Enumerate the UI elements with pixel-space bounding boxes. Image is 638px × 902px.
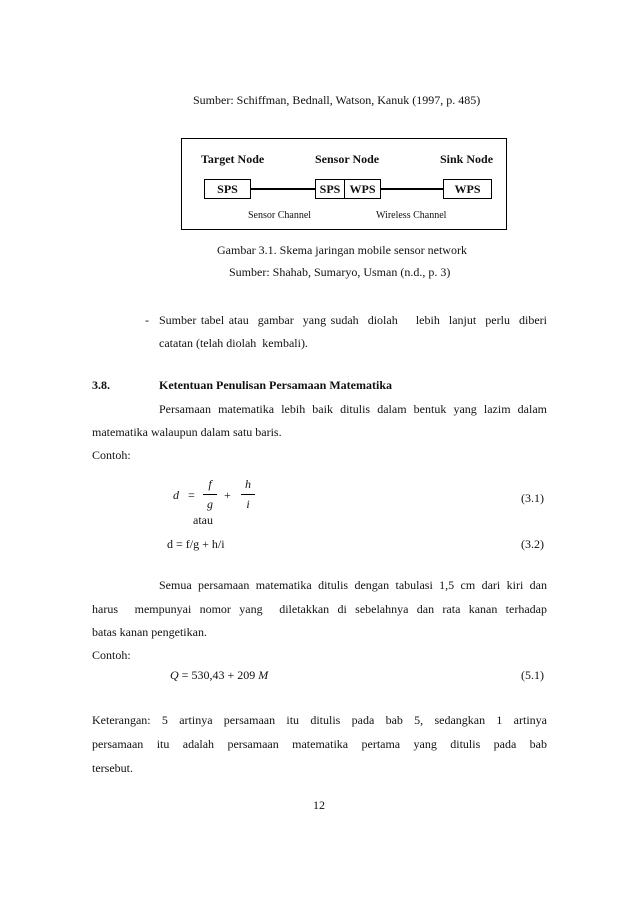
- sink-wps-box: WPS: [443, 179, 492, 199]
- keterangan-line-2: persamaan itu adalah persamaan matematika pertama yang ditulis pada bab: [92, 737, 547, 751]
- eq2-text: d = f/g + h/i: [167, 537, 225, 551]
- eq1-equals: =: [188, 488, 195, 502]
- eq1-denominator-1: g: [207, 497, 213, 511]
- eq3-rest: = 530,43 + 209: [181, 668, 256, 682]
- bullet-dash: -: [145, 313, 149, 327]
- network-diagram: [181, 138, 507, 230]
- bullet-line-1: Sumber tabel atau gambar yang sudah diolah lebih lanjut perlu diberi: [159, 313, 547, 327]
- figure-caption: Gambar 3.1. Skema jaringan mobile sensor network: [217, 243, 467, 257]
- atau-label: atau: [193, 513, 213, 527]
- sensor-sps-box: SPS: [315, 179, 345, 199]
- eq3: [170, 668, 268, 683]
- figure-source: Sumber: Shahab, Sumaryo, Usman (n.d., p. 3): [229, 265, 451, 279]
- eq3-number: (5.1): [521, 668, 544, 682]
- eq3-var: M: [258, 668, 269, 682]
- eq1-denominator-2: i: [246, 497, 250, 511]
- keterangan-line-3: tersebut.: [92, 761, 133, 775]
- sensor-node-label: Sensor Node: [315, 152, 380, 166]
- page-number: 12: [313, 798, 325, 812]
- eq3-lhs: Q: [170, 668, 179, 682]
- eq1-lhs: d: [173, 488, 179, 502]
- sink-node-label: Sink Node: [440, 152, 494, 166]
- eq1-number: (3.1): [521, 491, 544, 505]
- para2-line-1: Semua persamaan matematika ditulis dengan tabulasi 1,5 cm dari kiri dan: [159, 578, 547, 592]
- keterangan-line-1: Keterangan: 5 artinya persamaan itu ditulis pada bab 5, sedangkan 1 artinya: [92, 713, 547, 727]
- eq1-numerator-1: f: [208, 477, 212, 491]
- target-node-label: Target Node: [201, 152, 265, 166]
- eq1-fraction-bar-1: [203, 494, 217, 495]
- wireless-channel-line: [381, 188, 443, 190]
- wireless-channel-label: Wireless Channel: [376, 210, 447, 221]
- para1-line-2: matematika walaupun dalam satu baris.: [92, 425, 282, 439]
- contoh-label-1: Contoh:: [92, 448, 131, 462]
- sensor-channel-line: [251, 188, 315, 190]
- section-number: 3.8.: [92, 378, 110, 392]
- eq1-fraction-bar-2: [241, 494, 255, 495]
- sensor-channel-label: Sensor Channel: [248, 210, 312, 221]
- top-source: Sumber: Schiffman, Bednall, Watson, Kanuk (1997, p. 485): [193, 93, 481, 107]
- eq1-plus: +: [224, 488, 231, 502]
- section-title: Ketentuan Penulisan Persamaan Matematika: [159, 378, 392, 392]
- eq2-number: (3.2): [521, 537, 544, 551]
- contoh-label-2: Contoh:: [92, 648, 131, 662]
- bullet-line-2: catatan (telah diolah kembali).: [159, 336, 308, 350]
- sensor-wps-box: WPS: [344, 179, 381, 199]
- eq1-numerator-2: h: [245, 477, 251, 491]
- target-sps-box: SPS: [204, 179, 251, 199]
- para2-line-2: harus mempunyai nomor yang diletakkan di sebelahnya dan rata kanan terhadap: [92, 602, 547, 616]
- para2-line-3: batas kanan pengetikan.: [92, 625, 207, 639]
- para1-line-1: Persamaan matematika lebih baik ditulis dalam bentuk yang lazim dalam: [159, 402, 547, 416]
